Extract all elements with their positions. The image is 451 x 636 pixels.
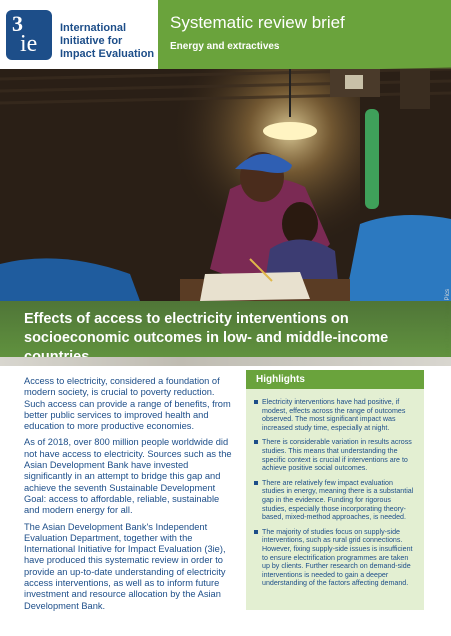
bullet-icon xyxy=(254,440,258,444)
cover-photo xyxy=(0,69,451,301)
highlight-item xyxy=(254,479,416,522)
highlight-item xyxy=(254,438,416,472)
header xyxy=(0,0,451,69)
lamp-bulb xyxy=(263,122,317,140)
brief-band xyxy=(158,0,451,69)
highlight-item xyxy=(254,398,416,432)
document-title: Effects of access to electricity interventions on socioeconomic outcomes in low- and middle-income xyxy=(24,311,389,346)
logo-line-1: International xyxy=(60,22,127,34)
highlights-list xyxy=(246,389,424,588)
logo-line-2: Initiative for xyxy=(60,35,123,47)
highlight-text: Electricity interventions have had positive, if modest, effects across the range of outcomes observed. The most significant impact was increased study time, especially at night. xyxy=(262,398,406,432)
intro-paragraph-1: Access to electricity, considered a foundation of modern society, is crucial to poverty reduction. Such access can provide a range of benefits, from better public services to improved health and education to more productive economies. xyxy=(24,376,231,432)
title-band xyxy=(0,301,451,357)
highlight-item xyxy=(254,528,416,588)
brief-title: Systematic review brief xyxy=(170,13,345,32)
logo-mark-number: 3 xyxy=(12,11,23,36)
highlight-text: There is considerable variation in results across studies. This means that understanding the specific context is crucial if interventions are to achieve positive social outcomes. xyxy=(262,438,412,473)
3ie-logo-mark xyxy=(6,10,52,60)
decorative-strip xyxy=(0,357,451,366)
intro-paragraph-2: As of 2018, over 800 million people worldwide did not have access to electricity. Sources such as the Asian Development Bank have invested significantly in an attempt to bridge this gap and achieve the seventh Sustainable Development Goal: access to affordable, reliable, sustainable and modern energy for all. xyxy=(24,437,232,516)
highlights-box xyxy=(246,370,424,610)
intro-text xyxy=(24,376,232,617)
bullet-icon xyxy=(254,530,258,534)
bullet-icon xyxy=(254,481,258,485)
logo-line-3: Impact Evaluation xyxy=(60,48,155,60)
highlights-heading: Highlights xyxy=(246,370,424,389)
highlight-text: The majority of studies focus on supply-side interventions, such as rural grid connections. However, fixing supply-side issues is insufficient to ensure electrification programmes are taken up by clients. Further research on demand-side interventions is needed to gain a deeper understanding of the factors affecting demand. xyxy=(262,527,413,588)
brief-subtitle: Energy and extractives xyxy=(170,41,280,52)
highlight-text: There are relatively few impact evaluation studies in energy, meaning there is a substantial gap in the evidence. Funding for rigorous studies, especially those incorporating theory-based, mixed-method approaches, is needed. xyxy=(262,478,414,522)
3ie-logo xyxy=(6,6,156,64)
intro-paragraph-3: The Asian Development Bank's Independent Evaluation Department, together with the International Initiative for Impact Evaluation (3ie), have produced this systematic review in order to provide an up-to-date understanding of electricity access interventions, as well as to inform future investment and resource allocation by the Asian Development Bank. xyxy=(24,521,226,611)
logo-wordmark xyxy=(60,22,160,61)
cover-photo-illustration xyxy=(0,69,451,301)
bullet-icon xyxy=(254,400,258,404)
logo-mark-letters: ie xyxy=(20,31,38,57)
